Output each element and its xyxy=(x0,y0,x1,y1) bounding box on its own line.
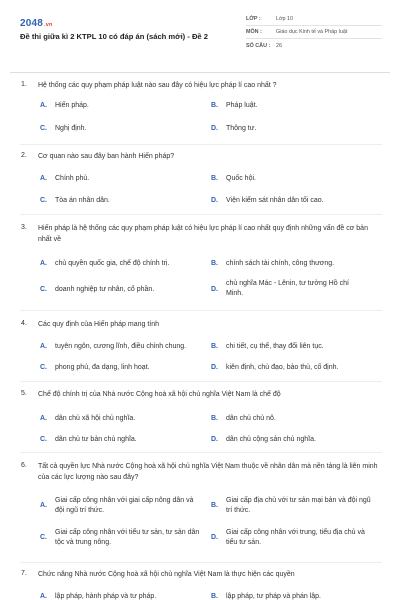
question-text: Chế độ chính trị của Nhà nước Cộng hoà xã hội chủ nghĩa Việt Nam là chế độ xyxy=(38,391,281,398)
option-a[interactable] xyxy=(40,342,210,352)
meta-row-question-count xyxy=(246,39,382,52)
option-letter: A. xyxy=(40,415,47,422)
option-text: dân chủ cộng sản chủ nghĩa. xyxy=(226,436,316,443)
option-text: Pháp luật. xyxy=(226,102,258,109)
option-text: Tòa án nhân dân. xyxy=(55,197,110,204)
option-letter: B. xyxy=(211,502,218,509)
option-c[interactable] xyxy=(40,435,210,445)
option-letter: B. xyxy=(211,343,218,350)
option-d[interactable] xyxy=(211,196,381,206)
question-number: 5. xyxy=(21,390,27,397)
option-text: lập pháp, tư pháp và phán lập. xyxy=(226,593,321,600)
meta-value: Giáo dục Kinh tế và Pháp luật xyxy=(276,29,348,35)
question-text: Hiến pháp là hệ thống các quy phạm pháp luật có hiệu lực pháp lí cao nhất quy định những vấn đề cơ bản nhất về xyxy=(38,225,368,243)
option-d[interactable] xyxy=(211,435,381,445)
page-title: Đề thi giữa kì 2 KTPL 10 có đáp án (sách mới) - Đề 2 xyxy=(20,32,208,41)
option-d[interactable] xyxy=(211,528,371,548)
option-d[interactable] xyxy=(211,279,361,299)
option-letter: C. xyxy=(40,125,47,132)
option-letter: C. xyxy=(40,286,47,293)
option-letter: C. xyxy=(40,436,47,443)
option-text: dân chủ tư bản chủ nghĩa. xyxy=(55,436,137,443)
option-letter: B. xyxy=(211,593,218,600)
question-divider xyxy=(20,310,382,311)
option-text: chủ quyền quốc gia, chế độ chính trị. xyxy=(55,260,170,267)
option-a[interactable] xyxy=(40,259,210,269)
question-number: 1. xyxy=(21,81,27,88)
question-text: Cơ quan nào sau đây ban hành Hiến pháp? xyxy=(38,153,175,160)
option-text: chủ nghĩa Mác - Lênin, tư tưởng Hồ chí Minh. xyxy=(226,280,349,297)
option-text: Thông tư. xyxy=(226,125,257,132)
option-letter: D. xyxy=(211,286,218,293)
option-letter: A. xyxy=(40,593,47,600)
option-c[interactable] xyxy=(40,528,200,548)
option-a[interactable] xyxy=(40,496,200,516)
logo-suffix: .vn xyxy=(44,22,53,28)
question-number: 2. xyxy=(21,152,27,159)
question-divider xyxy=(20,562,382,563)
option-letter: A. xyxy=(40,260,47,267)
option-letter: D. xyxy=(211,436,218,443)
question-divider xyxy=(20,214,382,215)
option-a[interactable] xyxy=(40,592,210,600)
option-text: Giai cấp công nhân với tiểu tư sản, tư sản dân tộc và trung nông. xyxy=(55,529,200,546)
meta-row-class xyxy=(246,13,382,26)
question-number: 4. xyxy=(21,320,27,327)
option-letter: B. xyxy=(211,102,218,109)
meta-value: 26 xyxy=(276,42,282,49)
option-a[interactable] xyxy=(40,414,210,424)
option-b[interactable] xyxy=(211,414,381,424)
option-c[interactable] xyxy=(40,196,210,206)
question-text: Chức năng Nhà nước Cộng hoà xã hội chủ nghĩa Việt Nam là thực hiện các quyền xyxy=(38,571,295,578)
option-a[interactable] xyxy=(40,174,210,184)
option-letter: A. xyxy=(40,175,47,182)
option-letter: B. xyxy=(211,260,218,267)
option-text: tuyên ngôn, cương lĩnh, điều chỉnh chung. xyxy=(55,343,187,350)
option-letter: D. xyxy=(211,364,218,371)
option-text: lập pháp, hành pháp và tư pháp. xyxy=(55,593,157,600)
option-letter: D. xyxy=(211,534,218,541)
option-letter: D. xyxy=(211,197,218,204)
option-letter: C. xyxy=(40,534,47,541)
meta-value: Lớp 10 xyxy=(276,16,294,22)
question-number: 7. xyxy=(21,570,27,577)
question-divider xyxy=(20,144,382,145)
page-header xyxy=(0,0,400,72)
option-b[interactable] xyxy=(211,592,381,600)
logo-text: 2048 xyxy=(20,18,44,29)
option-c[interactable] xyxy=(40,363,210,373)
option-text: Giai cấp địa chủ với tư sản mại bản và đội ngũ trí thức. xyxy=(226,497,371,514)
option-text: chính sách tài chính, công thương. xyxy=(226,260,335,267)
option-text: Viện kiểm sát nhân dân tối cao. xyxy=(226,197,324,204)
option-c[interactable] xyxy=(40,285,210,295)
question-number: 3. xyxy=(21,224,27,231)
question-number: 6. xyxy=(21,462,27,469)
meta-label: MÔN : xyxy=(246,29,262,35)
option-text: chi tiết, cụ thể, thay đổi liên tục. xyxy=(226,343,324,350)
option-letter: B. xyxy=(211,175,218,182)
option-text: dân chủ xã hội chủ nghĩa. xyxy=(55,415,136,422)
option-b[interactable] xyxy=(211,342,381,352)
option-text: Giai cấp công nhân với trung, tiểu địa chủ và tiểu tư sản. xyxy=(226,529,365,546)
question-divider xyxy=(20,452,382,453)
option-letter: A. xyxy=(40,502,47,509)
option-c[interactable] xyxy=(40,124,210,134)
option-d[interactable] xyxy=(211,124,381,134)
option-letter: A. xyxy=(40,102,47,109)
site-logo[interactable] xyxy=(20,18,53,29)
option-text: kiên định, chủ đạo, bảo thủ, cố định. xyxy=(226,364,339,371)
option-text: Hiến pháp. xyxy=(55,102,89,109)
option-letter: A. xyxy=(40,343,47,350)
option-letter: C. xyxy=(40,364,47,371)
meta-label: SỐ CÂU : xyxy=(246,42,271,49)
option-d[interactable] xyxy=(211,363,381,373)
meta-label: LỚP : xyxy=(246,16,261,22)
option-text: Nghị định. xyxy=(55,125,87,132)
option-text: phong phú, đa dạng, linh hoạt. xyxy=(55,364,150,371)
option-text: doanh nghiệp tư nhân, cổ phần. xyxy=(55,286,155,293)
header-divider xyxy=(10,72,390,73)
option-letter: B. xyxy=(211,415,218,422)
option-text: dân chủ chủ nô. xyxy=(226,415,276,422)
option-letter: D. xyxy=(211,125,218,132)
option-b[interactable] xyxy=(211,101,381,111)
question-text: Các quy định của Hiến pháp mang tính xyxy=(38,321,160,328)
option-letter: C. xyxy=(40,197,47,204)
option-text: Quốc hội. xyxy=(226,175,256,182)
meta-row-subject xyxy=(246,26,382,39)
option-b[interactable] xyxy=(211,174,381,184)
option-b[interactable] xyxy=(211,259,381,269)
option-text: Chính phủ. xyxy=(55,175,90,182)
question-divider xyxy=(20,381,382,382)
option-b[interactable] xyxy=(211,496,371,516)
option-a[interactable] xyxy=(40,101,210,111)
option-text: Giai cấp công nhân với giai cấp nông dân và đội ngũ trí thức. xyxy=(55,497,194,514)
exam-meta-table xyxy=(246,13,382,52)
question-text: Tất cả quyền lực Nhà nước Cộng hoà xã hội chủ nghĩa Việt Nam thuộc về nhân dân mà nền tảng là liên minh của các lực lượng nào sau đây? xyxy=(38,463,378,481)
question-text: Hệ thống các quy phạm pháp luật nào sau đây có hiệu lực pháp lí cao nhất ? xyxy=(38,82,277,89)
